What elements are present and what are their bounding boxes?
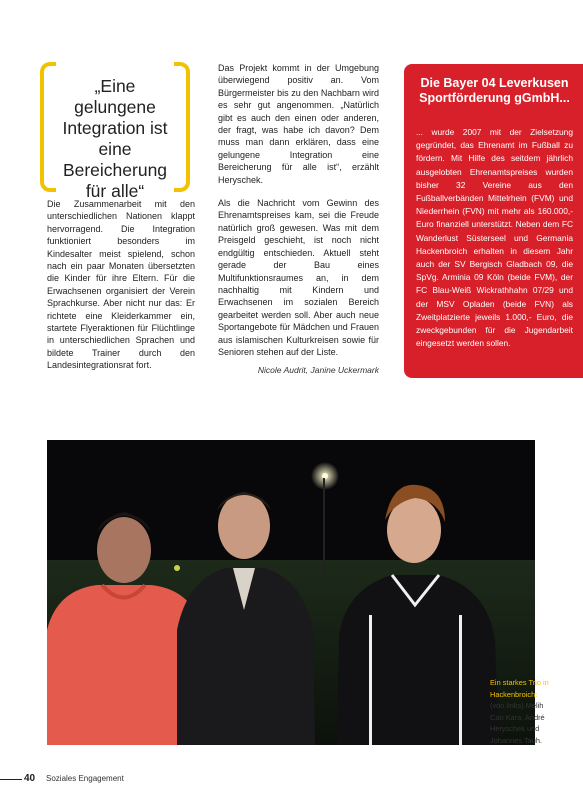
article-paragraph: Die Zusammenarbeit mit den unterschiedlichen Nationen klappt hervorragend. Die Integration funktioniert besonders im Kindesalter meist spielend, schon nach ein paar Monaten übersetzten die Kinder für ihre Eltern. Für die Erwachsenen organisiert der Verein Sprachkurse. Aber nicht nur das: Er richtete eine Kleiderkammer ein, startete Flyeraktionen für Flüchtlinge in unterschiedlichen Sprachen und bildete Trainer durch den Landesintegrationsrat fort.: [47, 199, 195, 371]
sidebar-title: Die Bayer 04 Leverkusen Sportförderung gGmbH...: [419, 76, 570, 105]
photo-illustration: [47, 440, 535, 745]
caption-lead: Ein starkes Trio in Hackenbroich:: [490, 678, 549, 699]
page-footer: [0, 770, 583, 790]
info-sidebar: [404, 64, 583, 378]
sidebar-text: ... wurde 2007 mit der Zielsetzung gegründet, das Ehrenamt im Fußball zu fördern. Mit Hilfe des seitdem jährlich ausgelobten Ehrenamtspreises wurden bisher 32 Vereine aus den Fußballverbänden Mittelrhein (FVM) und Niederrhein (FVN) mit mehr als 160.000,- Euro finanziell unterstützt. Neben dem FC Wanderlust Süsterseel und Germania Hackenbroich erhalten in diesem Jahr auch der SV Bergisch Gladbach 09, die SpVg. Arminia 09 Köln (beide FVM), der FC Blau-Weiß Wickrathhahn 07/29 und der MSV Opladen (beide FVN) als Zweitplatzierte jeweils 1.000,- Euro, die zweckgebunden für die Jugendarbeit eingesetzt werden sollen.: [416, 127, 573, 349]
footer-rule: [0, 779, 22, 780]
page-number: 40: [24, 773, 36, 784]
quote-bracket-right: [174, 62, 190, 192]
article-column-1: [47, 198, 195, 383]
team-photo: [47, 440, 535, 745]
article-paragraph: Das Projekt kommt in der Umgebung überwiegend positiv an. Vom Bürgermeister bis zu den Nachbarn wird es sehr gut angenommen. „Natürlich gibt es auch den einen oder anderen, der fragt, was habe ich davon? Dem muss man dann erklären, dass eine gelungene Integration eine Bereicherung für alle ist“, erzählt Heryschek.: [218, 63, 379, 185]
pull-quote-text: „Eine gelungene Integration ist eine Bereicherung für alle“: [62, 76, 168, 201]
author-signature: Nicole Audrit, Janine Uckermark: [257, 365, 379, 376]
photo-caption: [490, 677, 552, 747]
section-name: Soziales Engagement: [46, 774, 124, 783]
article-column-2: [218, 62, 379, 377]
article-paragraph: Als die Nachricht vom Gewinn des Ehrenamtspreises kam, sei die Freude natürlich groß gewesen. Was mit dem Preisgeld geschieht, ist noch nicht endgültig entschieden. Aktuell steht gerade der Bau eines Multifunktionsraumes an, in dem nachhaltig mit Kindern und Erwachsenen im sozialen Bereich gearbeitet werden soll. Aber auch neue Sportangebote für Mädchen und Frauen aus islamischen Kulturkreisen sowie für Senioren stehen auf der Liste.: [218, 198, 379, 357]
caption-text: (von links) Melih Can Kara, André Heryschek und Johannes Tauh.: [490, 701, 545, 745]
pull-quote: [40, 62, 190, 201]
